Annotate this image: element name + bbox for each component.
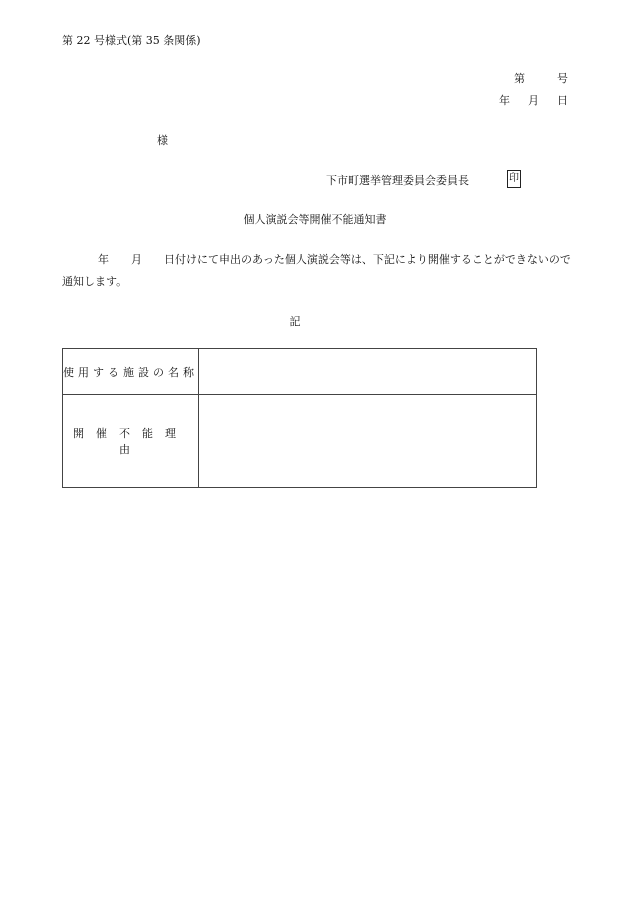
- body-month-label: 月: [131, 253, 142, 266]
- sender-title: 下市町選挙管理委員会委員長: [326, 174, 469, 187]
- form-number-label: 第 22 号様式(第 35 条関係): [62, 34, 201, 47]
- date-month-label: 月: [528, 94, 539, 107]
- seal-stamp: 印: [507, 170, 521, 188]
- date-day-label: 日: [557, 94, 568, 107]
- recipient-honorific: 様: [157, 134, 168, 147]
- body-text: 日付けにて申出のあった個人演説会等は、下記により開催することができないので通知します。: [62, 253, 571, 288]
- document-number-line: [0, 70, 568, 86]
- notice-details-table: [62, 348, 537, 488]
- table-row-reason: [63, 395, 537, 488]
- number-go-label: 号: [557, 72, 568, 85]
- date-year-label: 年: [499, 94, 510, 107]
- body-year-label: 年: [98, 253, 109, 266]
- document-title: 個人演説会等開催不能通知書: [243, 213, 387, 226]
- table-row-facility: [63, 349, 537, 395]
- number-dai-label: 第: [514, 72, 525, 85]
- facility-name-value: [199, 349, 537, 395]
- body-paragraph: [62, 249, 572, 293]
- reason-value: [199, 395, 537, 488]
- date-line: [0, 92, 568, 108]
- ki-heading: 記: [289, 315, 301, 328]
- reason-label: 開催不能理由: [63, 395, 199, 488]
- facility-name-label: 使用する施設の名称: [63, 349, 199, 395]
